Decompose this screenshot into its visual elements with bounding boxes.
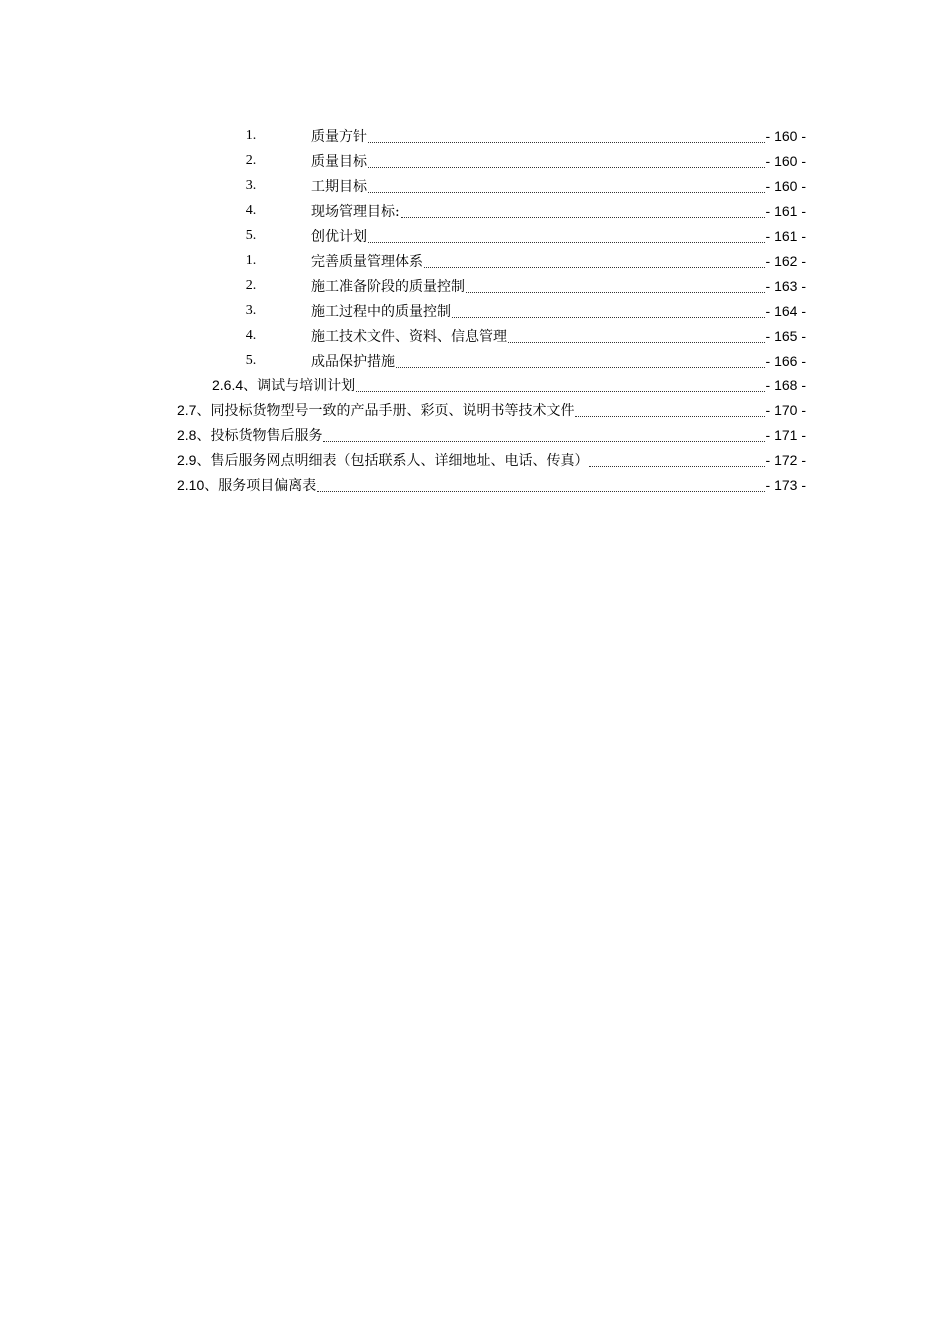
dot-leader: [368, 153, 765, 168]
dot-leader: [368, 178, 765, 193]
toc-entry-title: 完善质量管理体系: [311, 254, 423, 270]
toc-entry-page: - 165 -: [765, 328, 806, 344]
toc-entry-number: 2.: [245, 153, 257, 168]
toc-entry-title: 、调试与培训计划: [243, 378, 356, 394]
toc-entry-title: 质量方针: [311, 129, 367, 145]
toc-entry[interactable]: [0, 450, 950, 470]
toc-entry-number: 5.: [245, 228, 257, 243]
dot-leader: [466, 278, 765, 293]
toc-entry-title: 、服务项目偏离表: [204, 478, 317, 494]
toc-entry-page: - 168 -: [765, 377, 806, 393]
toc-entry-title: 、同投标货物型号一致的产品手册、彩页、说明书等技术文件: [196, 403, 575, 419]
dot-leader: [508, 328, 765, 343]
toc-entry-title: 创优计划: [311, 229, 367, 245]
dot-leader: [424, 253, 765, 268]
toc-entry[interactable]: [0, 301, 950, 321]
toc-entry[interactable]: [0, 276, 950, 296]
toc-entry-page: - 164 -: [765, 303, 806, 319]
toc-entry[interactable]: [0, 326, 950, 346]
toc-entry-title: 、投标货物售后服务: [196, 428, 323, 444]
toc-entry-page: - 160 -: [765, 178, 806, 194]
toc-section-number: 2.10: [177, 477, 205, 493]
toc-entry-title: 现场管理目标:: [311, 204, 400, 220]
toc-entry[interactable]: [0, 251, 950, 271]
dot-leader: [575, 402, 764, 417]
toc-section-number: 2.8: [177, 427, 197, 443]
toc-entry-page: - 161 -: [765, 203, 806, 219]
toc-entry[interactable]: [0, 475, 950, 495]
toc-entry-number: 4.: [245, 328, 257, 343]
toc-entry-page: - 162 -: [765, 253, 806, 269]
toc-entry-page: - 160 -: [765, 153, 806, 169]
dot-leader: [589, 452, 764, 467]
toc-section-number: 2.6.4: [212, 377, 244, 393]
toc-entry-page: - 172 -: [765, 452, 806, 468]
toc-entry-number: 3.: [245, 303, 257, 318]
toc-entry[interactable]: [0, 126, 950, 146]
toc-entry[interactable]: [0, 425, 950, 445]
dot-leader: [396, 353, 765, 368]
toc-entry-number: 5.: [245, 353, 257, 368]
dot-leader: [323, 427, 764, 442]
toc-entry-page: - 173 -: [765, 477, 806, 493]
dot-leader: [401, 203, 765, 218]
toc-entry[interactable]: [0, 201, 950, 221]
toc-entry[interactable]: [0, 375, 950, 395]
toc-entry[interactable]: [0, 151, 950, 171]
toc-section-number: 2.9: [177, 452, 197, 468]
toc-entry-page: - 160 -: [765, 128, 806, 144]
toc-entry-title: 施工过程中的质量控制: [311, 304, 451, 320]
dot-leader: [452, 303, 765, 318]
toc-entry-number: 4.: [245, 203, 257, 218]
toc-entry-number: 3.: [245, 178, 257, 193]
toc-entry-page: - 166 -: [765, 353, 806, 369]
toc-section-number: 2.7: [177, 402, 197, 418]
toc-entry-number: 1.: [245, 128, 257, 143]
toc-entry-page: - 161 -: [765, 228, 806, 244]
dot-leader: [356, 377, 764, 392]
toc-entry-title: 、售后服务网点明细表（包括联系人、详细地址、电话、传真）: [196, 453, 589, 469]
toc-entry[interactable]: [0, 351, 950, 371]
toc-entry[interactable]: [0, 176, 950, 196]
toc-entry-title: 施工技术文件、资料、信息管理: [311, 329, 507, 345]
toc-entry-page: - 171 -: [765, 427, 806, 443]
toc-entry-number: 1.: [245, 253, 257, 268]
toc-entry-title: 成品保护措施: [311, 354, 395, 370]
dot-leader: [368, 228, 765, 243]
toc-entry-number: 2.: [245, 278, 257, 293]
toc-entry[interactable]: [0, 226, 950, 246]
dot-leader: [368, 128, 765, 143]
toc-entry-title: 质量目标: [311, 154, 367, 170]
dot-leader: [317, 477, 764, 492]
toc-entry-title: 工期目标: [311, 179, 367, 195]
toc-entry-page: - 163 -: [765, 278, 806, 294]
toc-entry-page: - 170 -: [765, 402, 806, 418]
toc-entry-title: 施工准备阶段的质量控制: [311, 279, 465, 295]
toc-entry[interactable]: [0, 400, 950, 420]
